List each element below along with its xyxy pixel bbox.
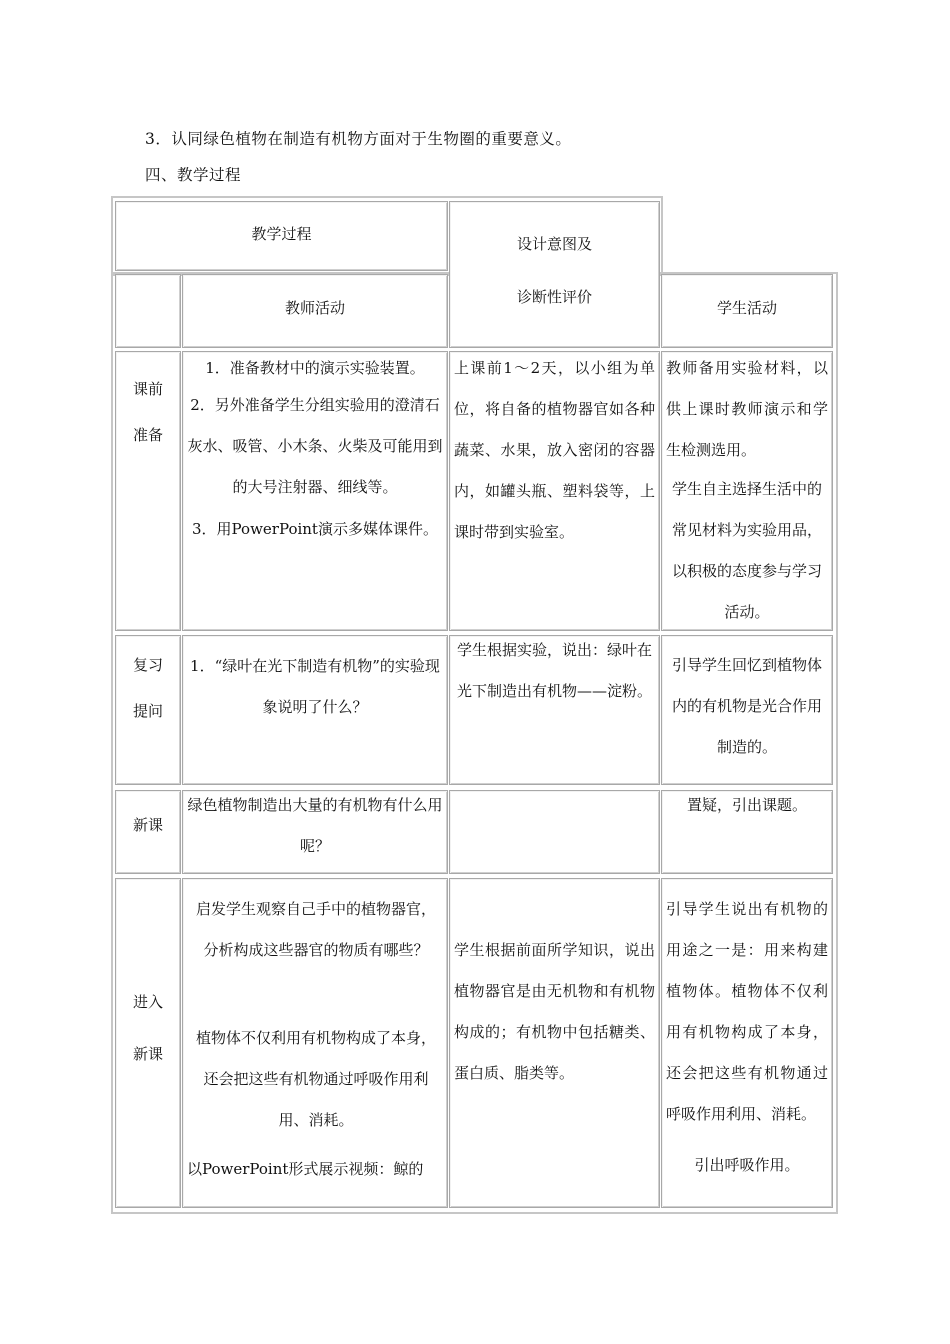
teacher-prep-item-1: 1．准备教材中的演示实验装置。 (205, 359, 425, 377)
design-prep-text: 上课前1～2天，以小组为单位，将自备的植物器官如各种蔬菜、水果，放入密闭的容器内，如罐头瓶、塑料袋等，上课时带到实验室。 (454, 359, 655, 541)
teacher-new-text: 绿色植物制造出大量的有机物有什么用呢？ (187, 796, 443, 855)
teaching-process-table (111, 196, 838, 1214)
stage-cell-prep (115, 351, 181, 631)
header-design-line1: 设计意图及 (516, 235, 592, 253)
student-prep-text-1: 教师备用实验材料，以供上课时教师演示和学生检测选用。 (666, 359, 828, 459)
teacher-cell-enter (182, 878, 448, 1208)
stage-cell-new (115, 790, 181, 874)
header-teacher: 教师活动 (284, 299, 345, 317)
teacher-enter-text-2: 植物体不仅利用有机物构成了本身，还会把这些有机物通过呼吸作用利用、消耗。 (195, 1029, 436, 1129)
stage-prep-line1: 课前 (132, 380, 163, 398)
stage-new-line1: 新课 (132, 816, 163, 834)
stage-cell-review (115, 635, 181, 785)
design-review-text: 学生根据实验，说出：绿叶在光下制造出有机物——淀粉。 (456, 641, 652, 700)
design-enter-text: 学生根据前面所学知识，说出植物器官是由无机物和有机物构成的；有机物中包括糖类、蛋白质、脂类等。 (454, 941, 655, 1082)
teacher-enter-text-1: 启发学生观察自己手中的植物器官，分析构成这些器官的物质有哪些？ (195, 900, 436, 959)
header-student: 学生活动 (716, 299, 777, 317)
design-cell-prep (449, 351, 660, 631)
section-heading: 四、教学过程 (145, 166, 242, 184)
stage-prep-line2: 准备 (132, 426, 163, 444)
teacher-enter-text-3: 以PowerPoint形式展示视频：鲸的 (187, 1160, 424, 1178)
teacher-prep-item-3: 3．用PowerPoint演示多媒体课件。 (192, 520, 438, 538)
header-design-line2: 诊断性评价 (516, 288, 592, 306)
design-cell-enter (449, 878, 660, 1208)
header-teacher-cell (182, 274, 448, 348)
student-review-text: 引导学生回忆到植物体内的有机物是光合作用制造的。 (671, 656, 822, 756)
teacher-prep-item-2: 2．另外准备学生分组实验用的澄清石灰水、吸管、小木条、火柴及可能用到的大号注射器、细线等。 (187, 396, 443, 496)
header-stage-cell (115, 274, 181, 348)
teacher-cell-new (182, 790, 448, 874)
stage-enter-line1: 进入 (132, 993, 163, 1011)
teacher-review-text: 1．“绿叶在光下制造有机物”的实验现象说明了什么？ (190, 657, 440, 716)
student-cell-enter (661, 878, 833, 1208)
stage-enter-line2: 新课 (132, 1045, 163, 1063)
student-prep-text-2: 学生自主选择生活中的常见材料为实验用品，以积极的态度参与学习活动。 (671, 480, 822, 621)
stage-review-line2: 提问 (132, 702, 163, 720)
header-student-cell (661, 274, 833, 348)
objective-line-3: 3．认同绿色植物在制造有机物方面对于生物圈的重要意义。 (145, 130, 572, 148)
student-cell-new (661, 790, 833, 874)
header-design-cell (449, 201, 660, 348)
student-enter-text-2: 引出呼吸作用。 (694, 1156, 800, 1174)
header-process-cell (115, 201, 448, 271)
student-enter-text-1: 引导学生说出有机物的用途之一是：用来构建植物体。植物体不仅利用有机物构成了本身，还会把这些有机物通过呼吸作用利用、消耗。 (666, 900, 828, 1123)
student-cell-review (661, 635, 833, 785)
design-cell-review (449, 635, 660, 785)
stage-cell-enter (115, 878, 181, 1208)
student-new-text: 置疑，引出课题。 (686, 796, 807, 814)
design-cell-new (449, 790, 660, 874)
student-cell-prep (661, 351, 833, 631)
header-process: 教学过程 (251, 225, 312, 243)
teacher-cell-review (182, 635, 448, 785)
teacher-cell-prep (182, 351, 448, 631)
stage-review-line1: 复习 (132, 656, 163, 674)
